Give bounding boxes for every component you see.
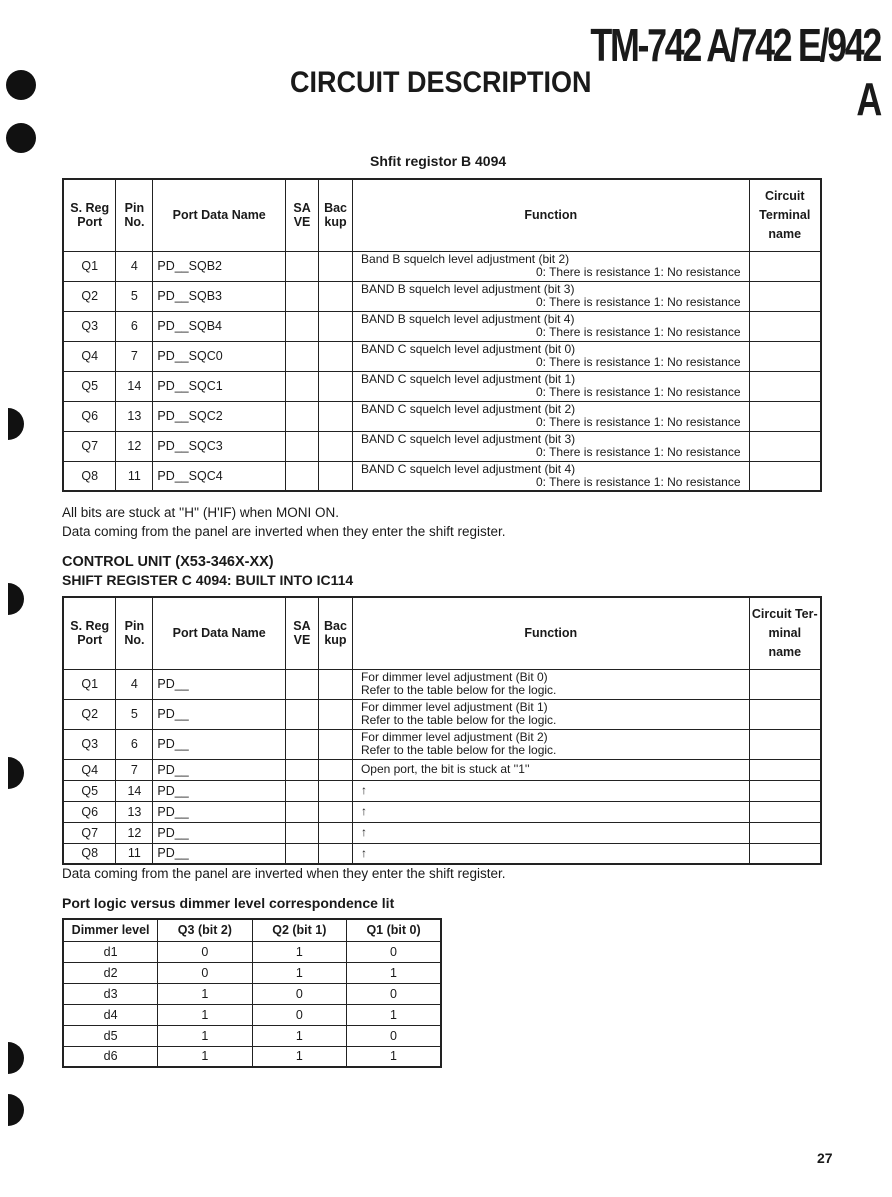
cell-terminal	[749, 780, 821, 801]
cell-function	[352, 822, 749, 843]
cell-port: Q7	[63, 431, 116, 461]
cell-name: PD__	[153, 822, 286, 843]
cell-terminal	[749, 669, 821, 699]
control-unit-subtitle: SHIFT REGISTER C 4094: BUILT INTO IC114	[62, 572, 354, 588]
function-line-2: 0: There is resistance 1: No resistance	[535, 385, 741, 399]
cell-save	[285, 699, 318, 729]
binding-mark-5	[8, 757, 24, 789]
cell-save	[285, 822, 318, 843]
cell-function	[353, 281, 749, 311]
cell-q3: 1	[158, 1004, 252, 1025]
cell-name: PD__SQC3	[153, 431, 286, 461]
binding-hole-2	[6, 123, 36, 153]
cell-pin: 11	[116, 461, 153, 491]
table-row	[63, 311, 821, 341]
cell-q3: 1	[158, 1046, 252, 1067]
function-line-1: BAND B squelch level adjustment (bit 4)	[361, 312, 575, 326]
cell-port: Q3	[63, 311, 116, 341]
t3-header-q3: Q3 (bit 2)	[158, 919, 252, 941]
cell-save	[286, 311, 319, 341]
cell-pin: 4	[116, 669, 153, 699]
cell-port: Q1	[63, 669, 116, 699]
cell-save	[285, 759, 318, 780]
t2-header-port: S. Reg Port	[63, 597, 116, 669]
cell-q2: 1	[252, 1046, 346, 1067]
section-title: CIRCUIT DESCRIPTION	[290, 66, 592, 99]
table-row	[63, 669, 821, 699]
cell-pin: 6	[116, 729, 153, 759]
function-line-1: ↑	[360, 804, 367, 818]
function-line-1: ↑	[360, 845, 367, 860]
table-row	[63, 801, 821, 822]
table-row	[63, 780, 821, 801]
cell-terminal	[749, 341, 821, 371]
cell-backup	[319, 281, 353, 311]
shift-register-c-table	[62, 596, 822, 865]
cell-port: Q8	[63, 461, 116, 491]
cell-port: Q2	[63, 699, 116, 729]
cell-q1: 1	[347, 1046, 441, 1067]
cell-q1: 0	[347, 1025, 441, 1046]
cell-save	[286, 281, 319, 311]
shift-register-b-table	[62, 178, 822, 492]
cell-q1: 0	[347, 983, 441, 1004]
function-line-2: 0: There is resistance 1: No resistance	[535, 445, 741, 459]
cell-q3: 0	[158, 962, 252, 983]
function-line-1: For dimmer level adjustment (Bit 1)	[360, 700, 548, 714]
function-line-1: Band B squelch level adjustment (bit 2)	[361, 252, 570, 266]
cell-name: PD__	[153, 801, 286, 822]
cell-function	[352, 729, 749, 759]
cell-dimmer-level: d2	[63, 962, 158, 983]
cell-save	[286, 461, 319, 491]
cell-function	[352, 843, 749, 864]
function-line-2: 0: There is resistance 1: No resistance	[535, 474, 741, 489]
function-line-2: 0: There is resistance 1: No resistance	[535, 265, 741, 279]
t3-header-q2: Q2 (bit 1)	[252, 919, 346, 941]
cell-function	[352, 801, 749, 822]
cell-pin: 5	[116, 699, 153, 729]
cell-function	[353, 371, 749, 401]
table-row	[63, 431, 821, 461]
table1-note-1: All bits are stuck at ''H'' (H'IF) when MONI ON.	[62, 505, 339, 520]
t2-header-terminal: Circuit Ter- minal name	[749, 597, 821, 669]
cell-q1: 1	[347, 1004, 441, 1025]
cell-backup	[318, 699, 352, 729]
t1-header-save: SA VE	[286, 179, 319, 251]
cell-backup	[319, 311, 353, 341]
cell-name: PD__	[153, 780, 286, 801]
table-row	[63, 1025, 441, 1046]
function-line-1: BAND C squelch level adjustment (bit 3)	[361, 432, 576, 446]
cell-terminal	[749, 822, 821, 843]
cell-port: Q8	[63, 843, 116, 864]
cell-name: PD__SQC4	[153, 461, 286, 491]
cell-save	[285, 801, 318, 822]
function-line-1: BAND C squelch level adjustment (bit 1)	[361, 372, 576, 386]
cell-save	[285, 729, 318, 759]
table1-caption: Shfit registor B 4094	[370, 153, 507, 169]
cell-port: Q5	[63, 780, 116, 801]
cell-backup	[319, 401, 353, 431]
cell-name: PD__SQC1	[153, 371, 286, 401]
cell-terminal	[749, 461, 821, 491]
table1-notes	[62, 503, 506, 541]
t1-header-terminal: Circuit Terminal name	[749, 179, 821, 251]
cell-save	[286, 401, 319, 431]
cell-port: Q1	[63, 251, 116, 281]
cell-q1: 1	[347, 962, 441, 983]
cell-backup	[318, 669, 352, 699]
table-row	[63, 1004, 441, 1025]
cell-q1: 0	[347, 941, 441, 962]
cell-save	[285, 780, 318, 801]
cell-dimmer-level: d4	[63, 1004, 158, 1025]
cell-function	[353, 431, 749, 461]
function-line-2: Refer to the table below for the logic.	[360, 683, 557, 697]
function-line-2: 0: There is resistance 1: No resistance	[535, 415, 741, 429]
t2-header-function: Function	[352, 597, 749, 669]
cell-function	[353, 401, 749, 431]
function-line-1: For dimmer level adjustment (Bit 2)	[360, 730, 548, 744]
table3-caption: Port logic versus dimmer level correspondence lit	[62, 895, 395, 911]
cell-save	[286, 371, 319, 401]
cell-function	[353, 461, 749, 491]
table-row	[63, 941, 441, 962]
cell-q2: 1	[252, 962, 346, 983]
page-number: 27	[817, 1150, 833, 1166]
model-number: TM-742 A/742 E/942 A	[590, 19, 880, 125]
cell-pin: 7	[116, 759, 153, 780]
t3-header-dimmer: Dimmer level	[63, 919, 158, 941]
cell-q3: 1	[158, 983, 252, 1004]
cell-backup	[319, 251, 353, 281]
cell-backup	[319, 341, 353, 371]
cell-pin: 13	[116, 401, 153, 431]
function-line-2: 0: There is resistance 1: No resistance	[535, 325, 741, 339]
table-row	[63, 983, 441, 1004]
cell-terminal	[749, 729, 821, 759]
cell-pin: 14	[116, 780, 153, 801]
table-row	[63, 843, 821, 864]
cell-backup	[318, 729, 352, 759]
cell-save	[286, 341, 319, 371]
cell-terminal	[749, 371, 821, 401]
cell-name: PD__SQB2	[153, 251, 286, 281]
cell-function	[353, 251, 749, 281]
cell-name: PD__SQB3	[153, 281, 286, 311]
cell-dimmer-level: d3	[63, 983, 158, 1004]
cell-function	[352, 699, 749, 729]
cell-backup	[319, 461, 353, 491]
function-line-1: BAND C squelch level adjustment (bit 4)	[361, 461, 576, 476]
cell-dimmer-level: d1	[63, 941, 158, 962]
table-row	[63, 962, 441, 983]
cell-function	[353, 341, 749, 371]
cell-name: PD__SQC0	[153, 341, 286, 371]
cell-terminal	[749, 251, 821, 281]
table-row	[63, 759, 821, 780]
cell-save	[285, 843, 318, 864]
t2-header-backup: Bac kup	[318, 597, 352, 669]
binding-mark-3	[8, 408, 24, 440]
t3-header-q1: Q1 (bit 0)	[347, 919, 441, 941]
cell-name: PD__	[153, 669, 286, 699]
cell-terminal	[749, 401, 821, 431]
binding-mark-6	[8, 1042, 24, 1074]
cell-backup	[318, 801, 352, 822]
cell-q3: 0	[158, 941, 252, 962]
table-row	[63, 371, 821, 401]
table1-note-2: Data coming from the panel are inverted when they enter the shift register.	[62, 524, 506, 539]
function-line-1: BAND B squelch level adjustment (bit 3)	[361, 282, 575, 296]
table2-note: Data coming from the panel are inverted when they enter the shift register.	[62, 866, 506, 881]
function-line-2: Refer to the table below for the logic.	[360, 743, 557, 757]
table-row	[63, 699, 821, 729]
cell-port: Q7	[63, 822, 116, 843]
cell-port: Q3	[63, 729, 116, 759]
cell-function	[352, 669, 749, 699]
control-unit-title: CONTROL UNIT (X53-346X-XX)	[62, 554, 274, 570]
cell-terminal	[749, 311, 821, 341]
cell-pin: 6	[116, 311, 153, 341]
cell-backup	[319, 431, 353, 461]
cell-name: PD__	[153, 729, 286, 759]
cell-save	[286, 251, 319, 281]
function-line-1: For dimmer level adjustment (Bit 0)	[360, 670, 548, 684]
cell-terminal	[749, 281, 821, 311]
cell-pin: 12	[116, 822, 153, 843]
cell-q3: 1	[158, 1025, 252, 1046]
function-line-2: 0: There is resistance 1: No resistance	[535, 295, 741, 309]
cell-q2: 1	[252, 941, 346, 962]
cell-terminal	[749, 431, 821, 461]
cell-function	[352, 780, 749, 801]
cell-save	[286, 431, 319, 461]
binding-mark-7	[8, 1094, 24, 1126]
table-row	[63, 251, 821, 281]
cell-port: Q4	[63, 759, 116, 780]
cell-terminal	[749, 801, 821, 822]
cell-backup	[319, 371, 353, 401]
t1-header-backup: Bac kup	[319, 179, 353, 251]
cell-q2: 1	[252, 1025, 346, 1046]
function-line-1: BAND C squelch level adjustment (bit 2)	[361, 402, 576, 416]
cell-pin: 7	[116, 341, 153, 371]
cell-backup	[318, 759, 352, 780]
cell-pin: 14	[116, 371, 153, 401]
cell-save	[285, 669, 318, 699]
cell-terminal	[749, 759, 821, 780]
cell-backup	[318, 843, 352, 864]
cell-pin: 12	[116, 431, 153, 461]
cell-name: PD__SQB4	[153, 311, 286, 341]
cell-name: PD__	[153, 759, 286, 780]
function-line-2: Refer to the table below for the logic.	[360, 713, 557, 727]
cell-function	[353, 311, 749, 341]
dimmer-logic-table	[62, 918, 442, 1068]
cell-name: PD__	[153, 699, 286, 729]
cell-backup	[318, 780, 352, 801]
table-row	[63, 461, 821, 491]
function-line-1: BAND C squelch level adjustment (bit 0)	[361, 342, 576, 356]
cell-pin: 11	[116, 843, 153, 864]
function-line-1: ↑	[360, 783, 367, 797]
t1-header-name: Port Data Name	[153, 179, 286, 251]
cell-terminal	[749, 699, 821, 729]
t1-header-port: S. Reg Port	[63, 179, 116, 251]
function-line-2: 0: There is resistance 1: No resistance	[535, 355, 741, 369]
cell-q2: 0	[252, 1004, 346, 1025]
table-row	[63, 401, 821, 431]
cell-dimmer-level: d6	[63, 1046, 158, 1067]
cell-port: Q4	[63, 341, 116, 371]
cell-port: Q6	[63, 401, 116, 431]
t2-header-save: SA VE	[285, 597, 318, 669]
t1-header-function: Function	[353, 179, 749, 251]
t2-header-name: Port Data Name	[153, 597, 286, 669]
binding-hole-1	[6, 70, 36, 100]
t2-header-pin: Pin No.	[116, 597, 153, 669]
cell-pin: 13	[116, 801, 153, 822]
cell-port: Q5	[63, 371, 116, 401]
cell-backup	[318, 822, 352, 843]
cell-function	[352, 759, 749, 780]
cell-terminal	[749, 843, 821, 864]
cell-name: PD__	[153, 843, 286, 864]
cell-dimmer-level: d5	[63, 1025, 158, 1046]
table-row	[63, 281, 821, 311]
function-line-1: ↑	[360, 825, 367, 839]
cell-pin: 4	[116, 251, 153, 281]
cell-name: PD__SQC2	[153, 401, 286, 431]
cell-port: Q2	[63, 281, 116, 311]
cell-port: Q6	[63, 801, 116, 822]
t1-header-pin: Pin No.	[116, 179, 153, 251]
cell-pin: 5	[116, 281, 153, 311]
binding-mark-4	[8, 583, 24, 615]
table-row	[63, 341, 821, 371]
table-row	[63, 822, 821, 843]
function-line-1: Open port, the bit is stuck at ''1''	[360, 762, 530, 776]
table-row	[63, 1046, 441, 1067]
cell-q2: 0	[252, 983, 346, 1004]
table-row	[63, 729, 821, 759]
